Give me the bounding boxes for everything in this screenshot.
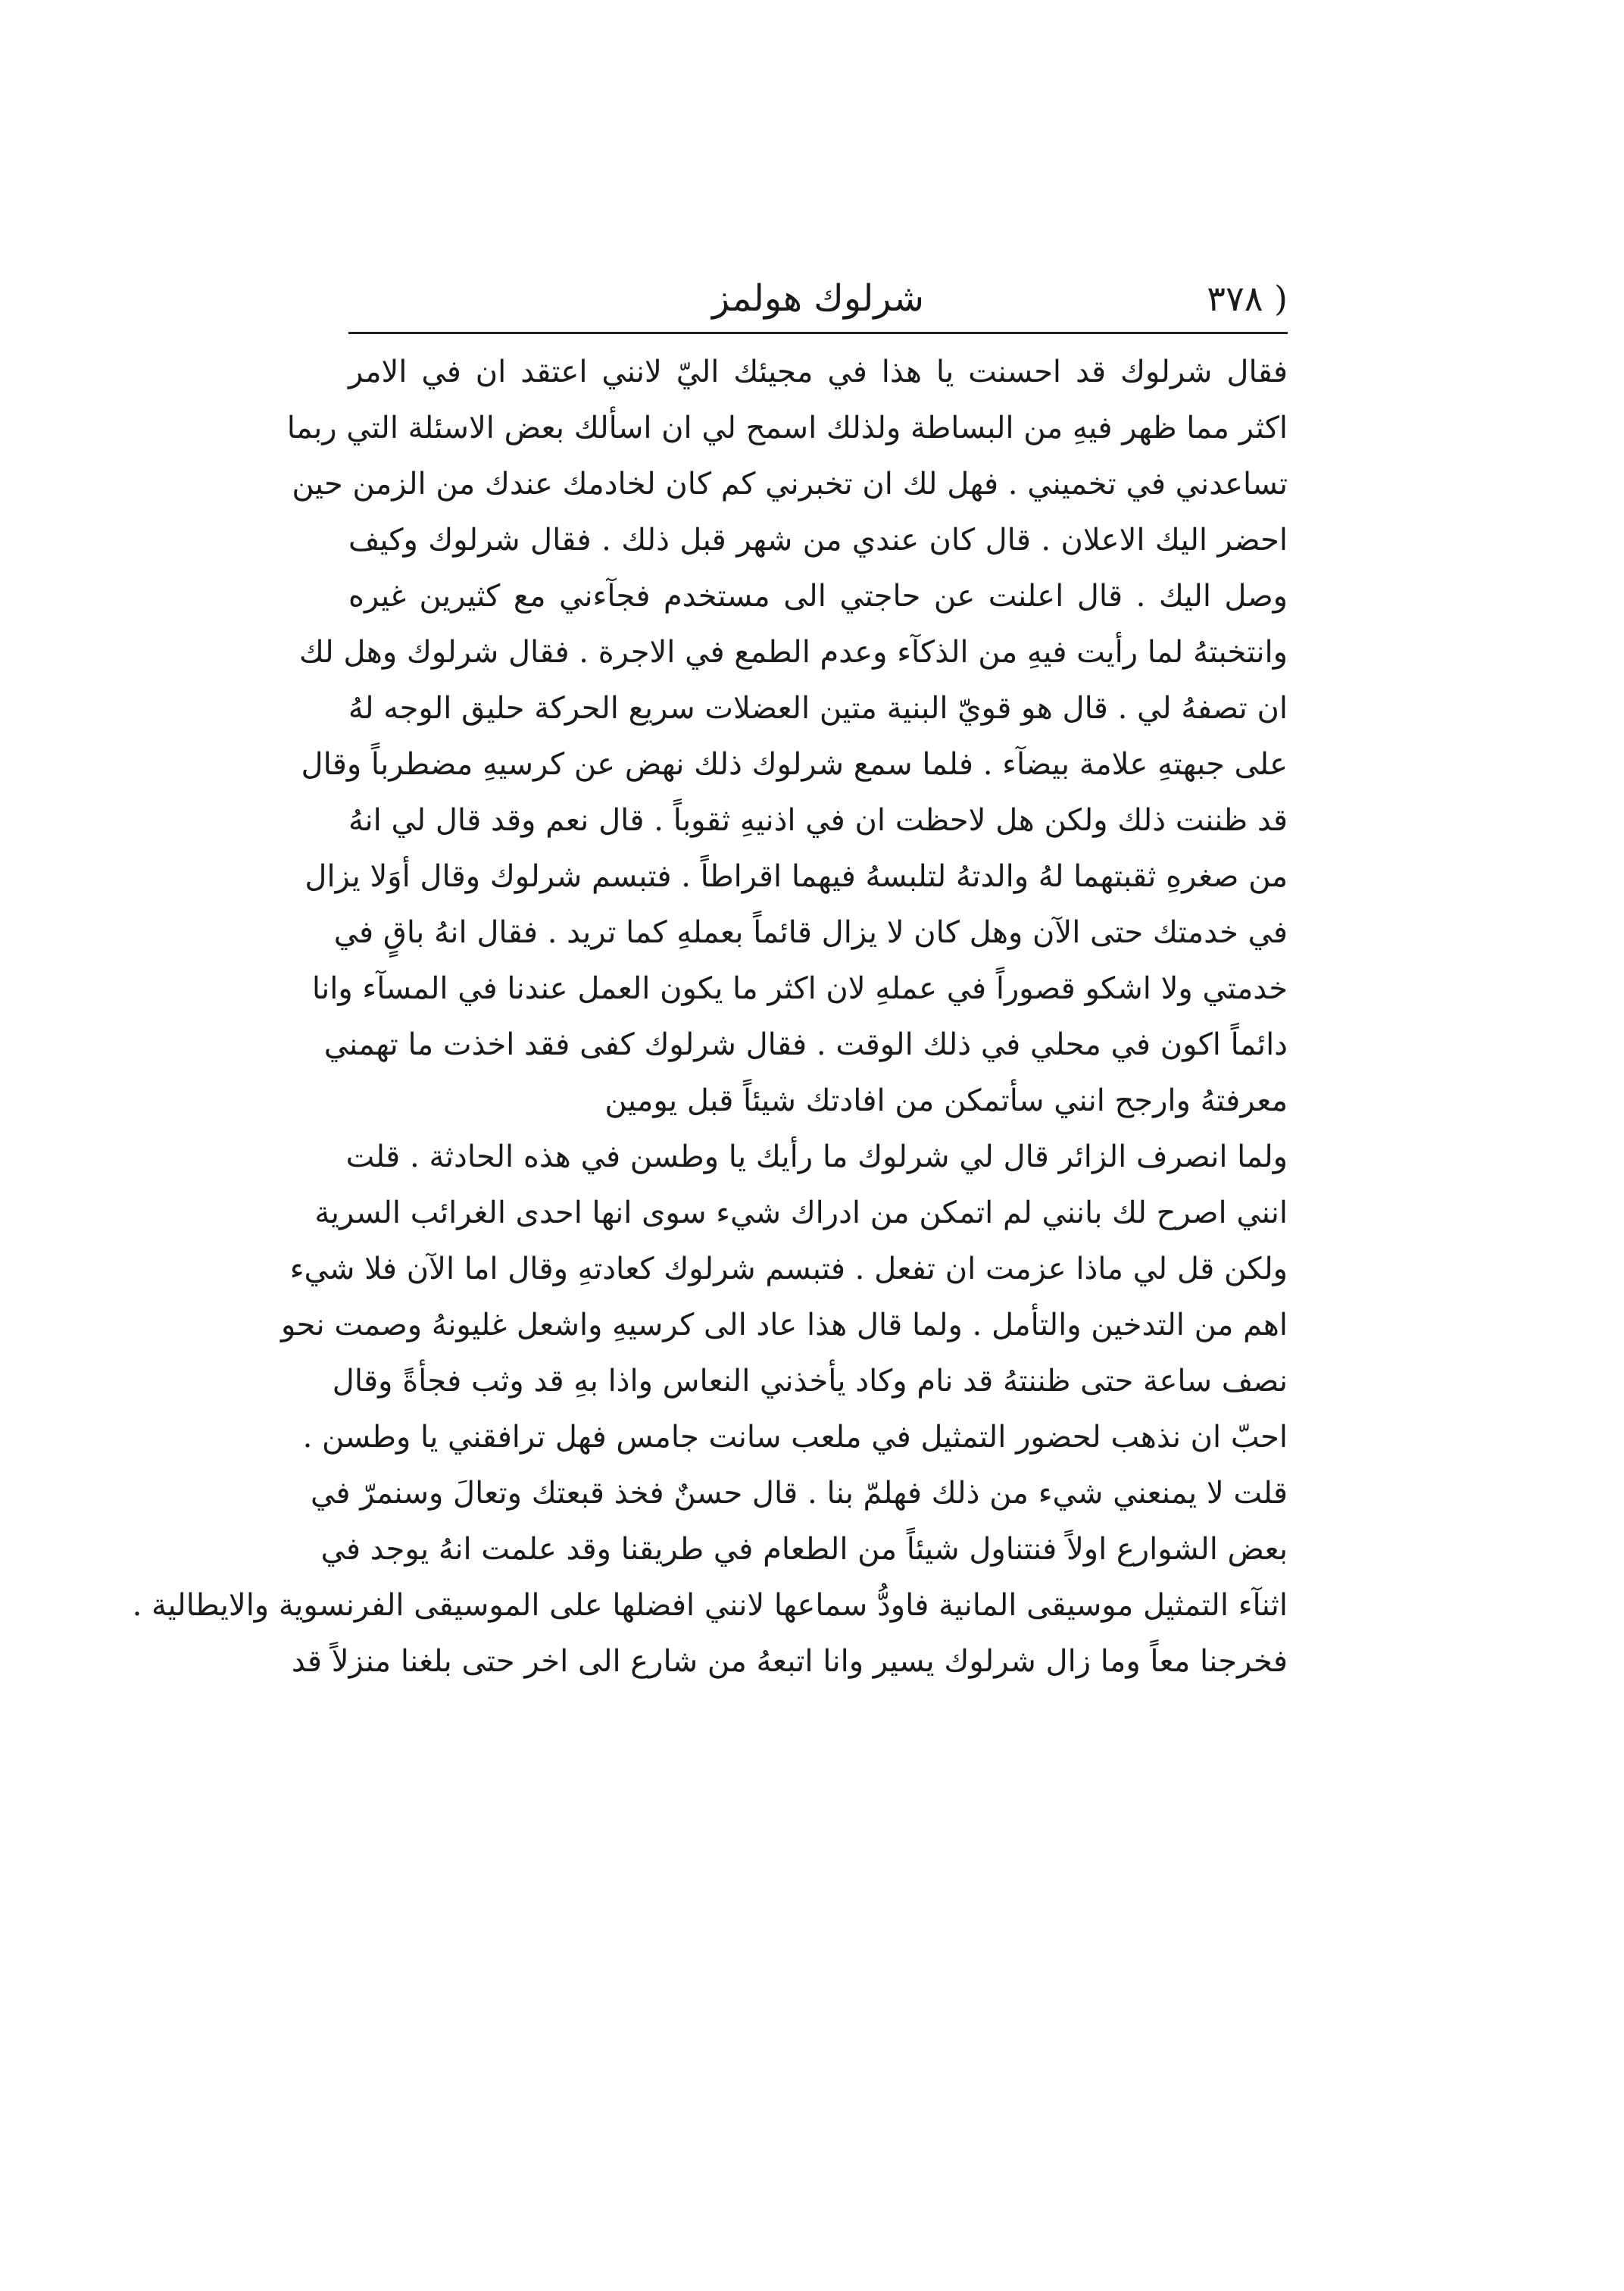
text-line: من صغرهِ ثقبتهما لهُ والدتهُ لتلبسهُ فيهما اقراطاً . فتبسم شرلوك وقال أوَلا يزال xyxy=(304,859,1288,894)
text-line: قلت لا يمنعني شيء من ذلك فهلمّ بنا . قال حسنٌ فخذ قبعتك وتعالَ وسنمرّ في xyxy=(311,1476,1288,1511)
text-line: دائماً اكون في محلي في ذلك الوقت . فقال شرلوك كفى فقد اخذت ما تهمني xyxy=(323,1027,1288,1062)
paragraph-2 xyxy=(132,1129,1288,1689)
text-line: اهم من التدخين والتأمل . ولما قال هذا عاد الى كرسيهِ واشعل غليونهُ وصمت نحو xyxy=(281,1308,1288,1342)
running-title: شرلوك هولمز xyxy=(712,277,924,320)
text-line: فقال شرلوك قد احسنت يا هذا في مجيئك اليّ لانني اعتقد ان في الامر xyxy=(348,355,1288,389)
text-line: وانتخبتهُ لما رأيت فيهِ من الذكآء وعدم الطمع في الاجرة . فقال شرلوك وهل لك xyxy=(298,635,1288,670)
text-line: فخرجنا معاً وما زال شرلوك يسير وانا اتبعهُ من شارع الى اخر حتى بلغنا منزلاً قد xyxy=(291,1644,1288,1679)
text-line: نصف ساعة حتى ظننتهُ قد نام وكاد يأخذني النعاس واذا بهِ قد وثب فجأةً وقال xyxy=(332,1364,1288,1399)
text-line: بعض الشوارع اولاً فنتناول شيئاً من الطعام في طريقنا وقد علمت انهُ يوجد في xyxy=(320,1532,1288,1567)
text-line: ولكن قل لي ماذا عزمت ان تفعل . فتبسم شرلوك كعادتهِ وقال اما الآن فلا شيء xyxy=(289,1252,1288,1286)
text-line: احضر اليك الاعلان . قال كان عندي من شهر قبل ذلك . فقال شرلوك وكيف xyxy=(348,523,1288,558)
text-line: تساعدني في تخميني . فهل لك ان تخبرني كم كان لخادمك عندك من الزمن حين xyxy=(292,467,1288,502)
text-line: وصل اليك . قال اعلنت عن حاجتي الى مستخدم فجآءني مع كثيرين غيره xyxy=(348,579,1288,614)
text-line: احبّ ان نذهب لحضور التمثيل في ملعب سانت جامس فهل ترافقني يا وطسن . xyxy=(302,1420,1288,1455)
text-line: على جبهتهِ علامة بيضآء . فلما سمع شرلوك ذلك نهض عن كرسيهِ مضطرباً وقال xyxy=(301,747,1288,782)
paragraph-1 xyxy=(286,344,1288,1129)
text-line: خدمتي ولا اشكو قصوراً في عملهِ لان اكثر ما يكون العمل عندنا في المسآء وانا xyxy=(311,971,1288,1006)
body-text xyxy=(132,344,1288,1689)
text-line: معرفتهُ وارجح انني سأتمكن من افادتك شيئاً قبل يومين xyxy=(604,1083,1288,1118)
page-header xyxy=(348,270,1288,327)
header-rule xyxy=(348,332,1288,334)
text-line: قد ظننت ذلك ولكن هل لاحظت ان في اذنيهِ ثقوباً . قال نعم وقد قال لي انهُ xyxy=(348,803,1288,838)
text-line: ولما انصرف الزائر قال لي شرلوك ما رأيك يا وطسن في هذه الحادثة . قلت xyxy=(345,1139,1288,1174)
text-line: انني اصرح لك بانني لم اتمكن من ادراك شيء سوى انها احدى الغرائب السرية xyxy=(314,1196,1288,1230)
text-line: في خدمتك حتى الآن وهل كان لا يزال قائماً بعملهِ كما تريد . فقال انهُ باقٍ في xyxy=(333,915,1288,950)
text-line: ان تصفهُ لي . قال هو قويّ البنية متين العضلات سريع الحركة حليق الوجه لهُ xyxy=(348,691,1288,726)
text-line: اثنآء التمثيل موسيقى المانية فاودُّ سماعها لانني افضلها على الموسيقى الفرنسوية والايطالية . xyxy=(132,1588,1288,1623)
text-line: اكثر مما ظهر فيهِ من البساطة ولذلك اسمح لي ان اسألك بعض الاسئلة التي ربما xyxy=(286,411,1288,445)
page-number: ( ٣٧٨ xyxy=(1207,278,1288,319)
